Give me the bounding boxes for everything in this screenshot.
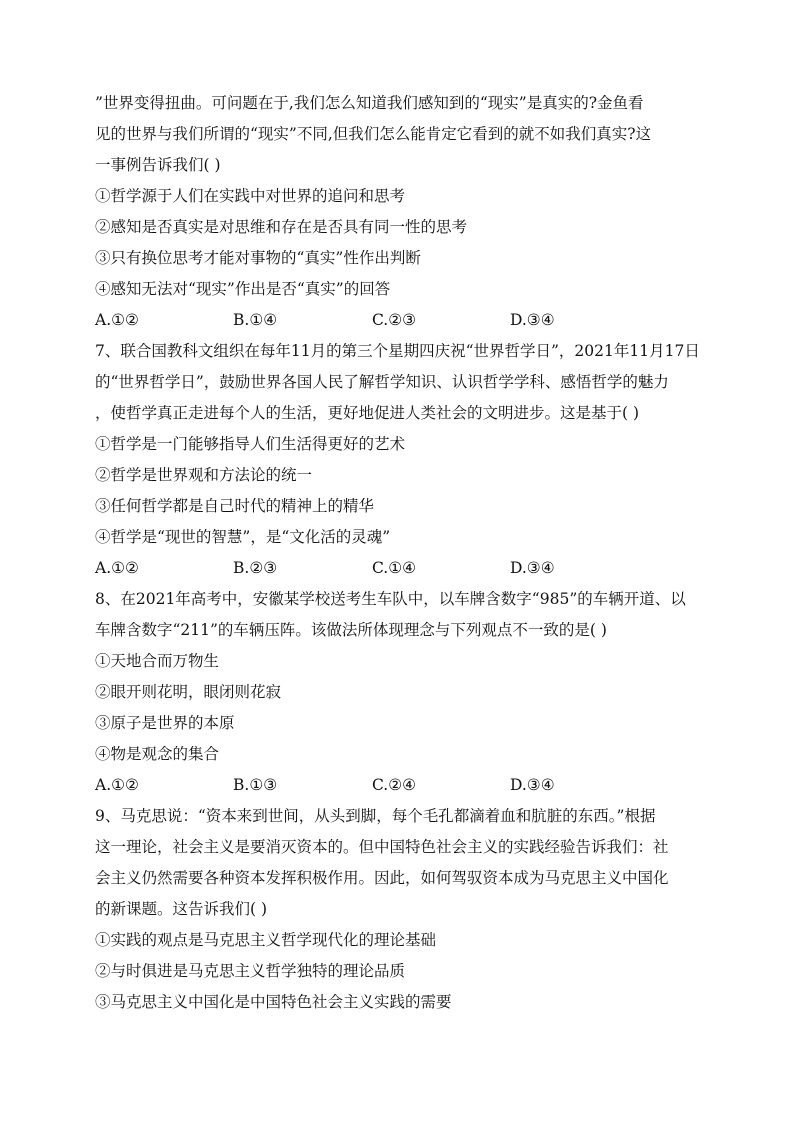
question-9 (95, 801, 699, 1018)
question-7-item-4: ④哲学是“现世的智慧”，是“文化活的灵魂” (95, 528, 391, 546)
question-6-option-c: C.②③ (372, 311, 417, 329)
question-8-options (95, 770, 699, 801)
question-9-item-2: ②与时俱进是马克思主义哲学独特的理论品质 (95, 962, 406, 980)
question-9-stem-line-2: 这一理论，社会主义是要消灭资本的。但中国特色社会主义的实践经验告诉我们：社 (95, 838, 669, 856)
question-8-stem-line-2: 车牌含数字“211”的车辆压阵。该做法所体现理念与下列观点不一致的是( ) (95, 621, 607, 639)
question-9-stem-line-4: 的新课题。这告诉我们( ) (95, 900, 268, 918)
question-8 (95, 584, 699, 801)
question-7-stem-line-1: 7、联合国教科文组织在每年11月的第三个星期四庆祝“世界哲学日”，2021年11月17日 (95, 342, 700, 360)
question-8-option-a: A.①② (95, 776, 139, 794)
question-6-stem-line-1: ”世界变得扭曲。可问题在于,我们怎么知道我们感知到的“现实”是真实的?金鱼看 (95, 94, 644, 112)
question-6-item-4: ④感知无法对“现实”作出是否“真实”的回答 (95, 280, 391, 298)
question-6-option-b: B.①④ (233, 311, 278, 329)
question-6-item-1: ①哲学源于人们在实践中对世界的追问和思考 (95, 187, 406, 205)
question-7-option-b: B.②③ (233, 559, 278, 577)
question-8-item-2: ②眼开则花明，眼闭则花寂 (95, 683, 282, 701)
question-6-option-a: A.①② (95, 311, 139, 329)
question-7-option-a: A.①② (95, 559, 139, 577)
question-7-item-1: ①哲学是一门能够指导人们生活得更好的艺术 (95, 435, 406, 453)
question-9-item-3: ③马克思主义中国化是中国特色社会主义实践的需要 (95, 993, 452, 1011)
question-7-stem-line-2: 的“世界哲学日”，鼓励世界各国人民了解哲学知识、认识哲学学科、感悟哲学的魅力 (95, 373, 669, 391)
question-7-item-3: ③任何哲学都是自己时代的精神上的精华 (95, 497, 375, 515)
question-6-stem-line-3: 一事例告诉我们( ) (95, 156, 221, 174)
question-7-item-2: ②哲学是世界观和方法论的统一 (95, 466, 313, 484)
question-6-stem-line-2: 见的世界与我们所谓的“现实”不同,但我们怎么能肯定它看到的就不如我们真实?这 (95, 125, 652, 143)
question-7 (95, 336, 699, 584)
question-6-option-d: D.③④ (510, 311, 555, 329)
question-6-item-2: ②感知是否真实是对思维和存在是否具有同一性的思考 (95, 218, 468, 236)
question-9-item-1: ①实践的观点是马克思主义哲学现代化的理论基础 (95, 931, 437, 949)
question-9-stem-line-3: 会主义仍然需要各种资本发挥积极作用。因此，如何驾驭资本成为马克思主义中国化 (95, 869, 669, 887)
question-7-option-d: D.③④ (510, 559, 555, 577)
question-8-item-1: ①天地合而万物生 (95, 652, 220, 670)
question-6 (95, 88, 699, 336)
question-7-stem-line-3: ，使哲学真正走进每个人的生活，更好地促进人类社会的文明进步。这是基于( ) (95, 404, 640, 422)
question-7-options (95, 553, 699, 584)
question-8-option-d: D.③④ (510, 776, 555, 794)
question-7-option-c: C.①④ (372, 559, 417, 577)
question-8-stem-line-1: 8、在2021年高考中，安徽某学校送考生车队中，以车牌含数字“985”的车辆开道、以 (95, 590, 686, 608)
question-8-item-3: ③原子是世界的本原 (95, 714, 235, 732)
question-6-options (95, 305, 699, 336)
question-8-item-4: ④物是观念的集合 (95, 745, 220, 763)
question-8-option-c: C.②④ (372, 776, 417, 794)
question-6-item-3: ③只有换位思考才能对事物的“真实”性作出判断 (95, 249, 421, 267)
question-8-option-b: B.①③ (233, 776, 278, 794)
question-9-stem-line-1: 9、马克思说：“资本来到世间，从头到脚，每个毛孔都滴着血和肮脏的东西。”根据 (95, 807, 656, 825)
document-page (95, 88, 699, 1018)
